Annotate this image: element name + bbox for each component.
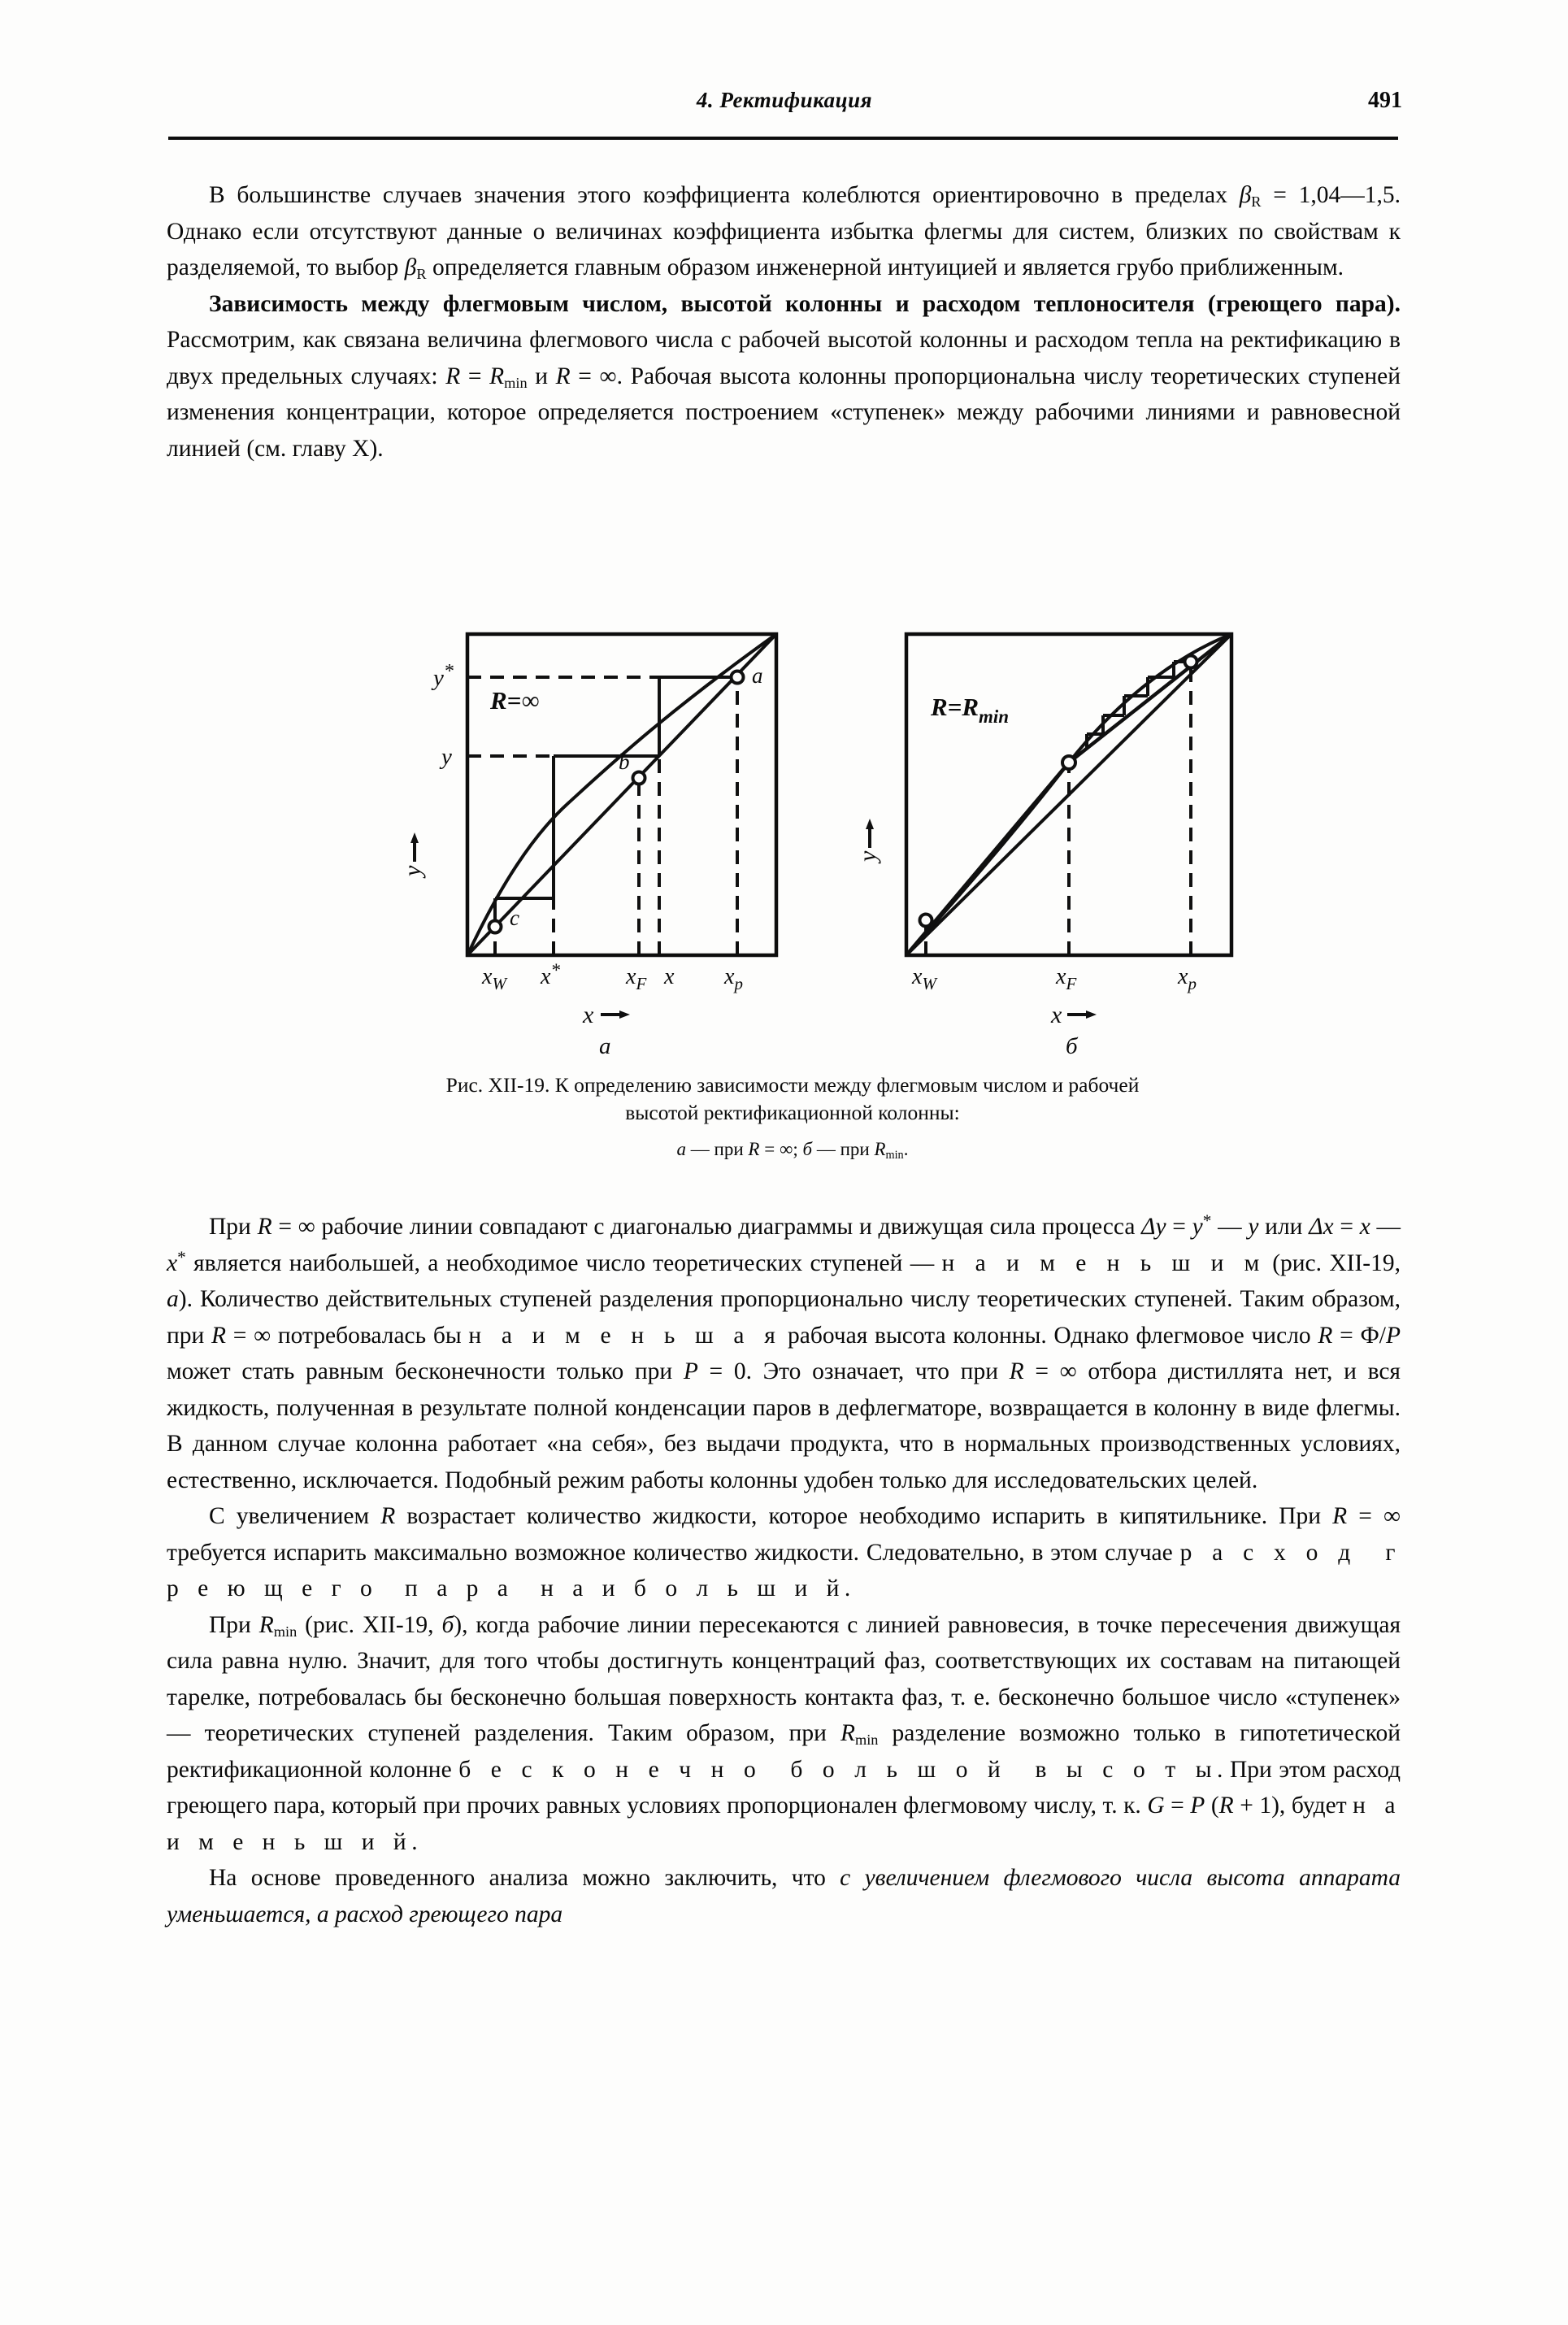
- x-tick-label-xstar: x*: [541, 960, 560, 989]
- body-text-upper: [167, 177, 1401, 467]
- annotation-r-infinity: R=∞: [490, 686, 540, 715]
- x-axis-label-a: x: [583, 1002, 594, 1028]
- math-beta-r-2: $\beta_R$: [404, 254, 427, 283]
- x-guide-lines-a: [495, 677, 737, 955]
- point-xw-marker-b: [920, 915, 932, 927]
- x-ticks-a: [495, 942, 737, 955]
- math-beta-r: $\beta_R$: [1239, 182, 1262, 211]
- figure-panel-b: [849, 618, 1264, 1061]
- x-tick-label-xw-b: $x_W$: [912, 964, 936, 993]
- figure-panel-a: [370, 618, 809, 1061]
- y-tick-label-ystar: y*: [433, 661, 454, 691]
- point-b-marker: [633, 772, 645, 784]
- point-label-c: c: [510, 906, 519, 930]
- figure-xii-19: [167, 618, 1401, 1187]
- paragraph-1: В большинстве случаев значения этого коэффициента колеблются ориентировочно в пределах $\beta_R$ = 1,04—1,5. Однако если отсутствуют данные о величинах коэффициента избытка флегмы для систем, близких по свойствам к разделяемой, то выбор $\beta_R$ определяется главным образом инженерной интуицией и является грубо приближенным.: [167, 182, 1401, 283]
- paragraph-3: При R = ∞ рабочие линии совпадают с диагональю диаграммы и движущая сила процесса Δy = y* — y или Δx = x — x* является наибольшей, а необходимое число теоретических ступеней — н а и м е н ь ш и м (рис. XII-19, а). Количество действительных ступеней разделения пропорционально числу теоретических ступеней. Таким образом, при R = ∞ потребовалась бы н а и м е н ь ш а я рабочая высота колонны. Однако флегмовое число R = Ф/Р может стать равным бесконечности только при Р = 0. Это означает, что при R = ∞ отбора дистиллята нет, и вся жидкость, полученная в результате полной конденсации паров в дефлегматоре, возвращается в колонну в виде флегмы. В данном случае колонна работает «на себя», без выдачи продукта, что в нормальных производственных условиях, естественно, исключается. Подобный режим работы колонны удобен только для исследовательских целей.: [167, 1210, 1401, 1493]
- y-tick-label-y: y: [441, 744, 452, 770]
- working-line-rectifying-b: [1069, 634, 1231, 763]
- point-c-marker: [489, 921, 502, 933]
- page-number: 491: [1368, 88, 1402, 113]
- figure-caption: [443, 1071, 1142, 1163]
- math-r-inf: R: [555, 363, 571, 389]
- figure-caption-line-1: Рис. XII-19. К определению зависимости между флегмовым: [445, 1073, 978, 1097]
- body-text-lower: [167, 1209, 1401, 1932]
- diagram-a-svg: [370, 618, 809, 1061]
- x-tick-label-xf: $x_F$: [626, 964, 647, 993]
- figure-caption-sub: а — при R = ∞; б — при $R_{min}$.: [676, 1139, 909, 1162]
- y-axis-label-b: y: [854, 850, 881, 862]
- figure-panels: [167, 618, 1401, 1061]
- chapter-title: 4. Ректификация: [696, 88, 873, 112]
- x-tick-label-xp: $x_p$: [724, 964, 743, 993]
- point-xp-marker-b: [1185, 656, 1197, 668]
- paragraph-2: Зависимость между флегмовым числом, высотой колонны и расходом теплоносителя (греющего пара). Рассмотрим, как связана величина флегмового числа с рабочей высотой колонны и расходом тепла на ректификацию в двух предельных случаях: $R = R_{min}$ и R = ∞. Рабочая высота колонны пропорциональна числу теоретических ступеней изменения концентрации, которое определяется построением «ступенек» между рабочими линиями и равновесной линией (см. главу X).: [167, 290, 1401, 462]
- y-axis-label-group-b: [854, 819, 881, 864]
- pinch-point-marker-b: [1062, 756, 1075, 769]
- paragraph-4: С увеличением R возрастает количество жидкости, которое необходимо испарить в кипятильнике. При R = ∞ требуется испарить максимально возможное количество жидкости. Следовательно, в этом случае р а с х о д г р е ю щ е г о п а р а н а и б о л ь ш и й.: [167, 1503, 1401, 1601]
- point-label-b: b: [619, 750, 630, 774]
- x-tick-label-x: x: [664, 964, 675, 989]
- x-tick-label-xf-b: $x_F$: [1056, 964, 1077, 993]
- math-r-rmin: R: [445, 363, 461, 389]
- x-axis-label-b: x: [1051, 1002, 1062, 1028]
- paragraph-5: При $R_{min}$ (рис. XII-19, б), когда рабочие линии пересекаются с линией равновесия, в точке пересечения движущая сила равна нулю. Значит, для того чтобы достигнуть концентраций фаз, соответствующих их составам на питающей тарелке, потребовалась бы бесконечно большая поверхность контакта фаз, т. е. бесконечно большое число «ступенек» — теоретических ступеней разделения. Таким образом, при $R_{min}$ разделение возможно только в гипотетической ректификационной колонне б е с к о н е ч н о б о л ь ш о й в ы с о т ы. При этом расход греющего пара, который при прочих равных условиях пропорционален флегмовому числу, т. к. G = P (R + 1), будет н а и м е н ь ш и й.: [167, 1611, 1401, 1855]
- panel-b-sublabel: б: [1066, 1033, 1078, 1059]
- diagram-b-svg: [849, 618, 1264, 1061]
- x-axis-label-group-b: [1050, 1002, 1097, 1028]
- working-line-stripping-b: [906, 763, 1069, 955]
- x-tick-label-xw: $x_W$: [482, 964, 506, 993]
- y-axis-label-a: y: [399, 865, 426, 876]
- annotation-r-rmin: $R=R_{min}$: [931, 693, 1010, 727]
- paragraph-2-lead: Зависимость между флегмовым числом, высотой колонны и расходом теплоносителя (греющего пара).: [209, 290, 1401, 317]
- point-label-a: a: [752, 663, 763, 688]
- y-axis-label-group-a: [399, 832, 426, 879]
- running-head: [167, 88, 1402, 125]
- panel-a-sublabel: а: [599, 1033, 611, 1059]
- x-axis-label-group-a: [582, 1002, 630, 1028]
- figure-caption-line-2: числом и рабочей высотой ректификационной колонны:: [625, 1073, 1140, 1124]
- paragraph-6: На основе проведенного анализа можно заключить, что с увеличением флегмового числа высота аппарата уменьшается, а расход греющего пара: [167, 1865, 1401, 1927]
- point-a-marker: [732, 671, 744, 684]
- header-rule: [168, 137, 1398, 140]
- x-ticks-b: [926, 942, 1191, 955]
- x-tick-label-xp-b: $x_p$: [1178, 964, 1197, 993]
